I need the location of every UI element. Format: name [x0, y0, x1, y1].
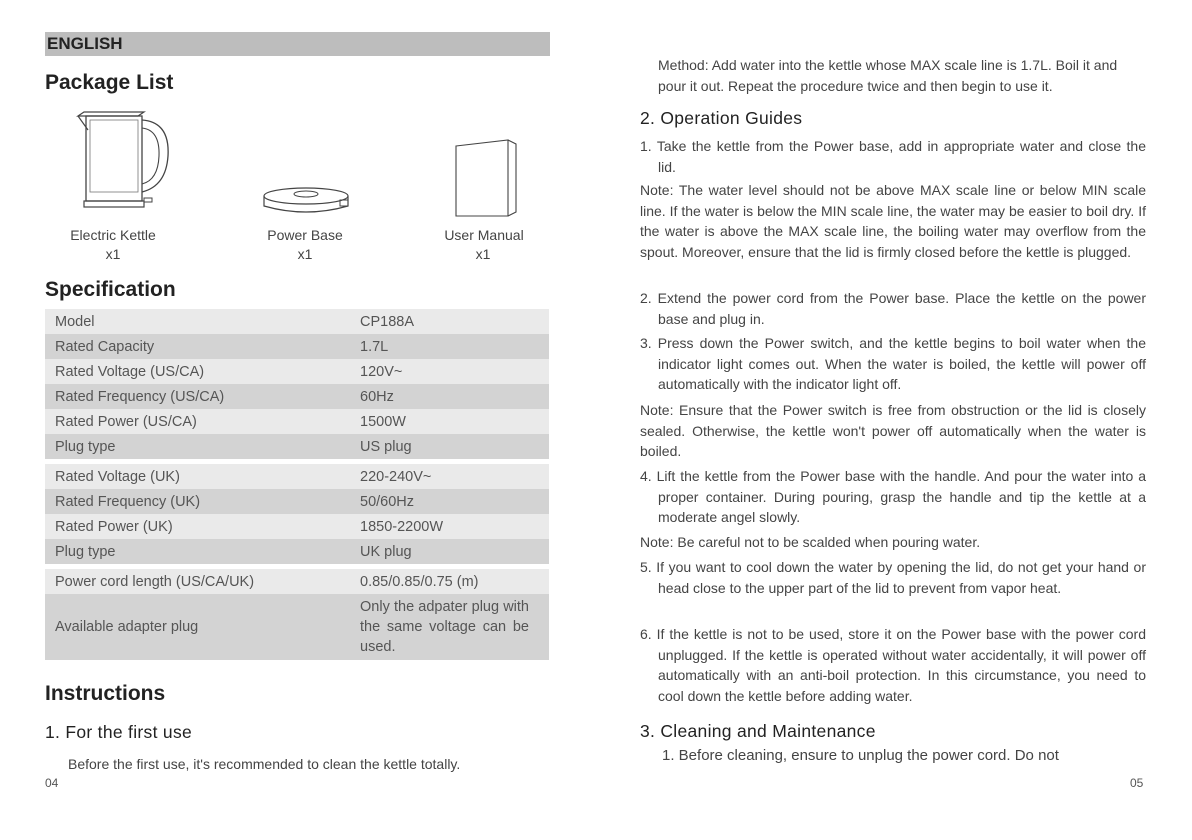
spec-row	[45, 539, 549, 564]
spec-value: 60Hz	[360, 388, 394, 405]
user-manual-icon	[452, 136, 522, 220]
method-text: Method: Add water into the kettle whose MAX scale line is 1.7L. Boil it and pour it out. Repeat the procedure twice and then begin to use it.	[658, 57, 1118, 94]
step-5: 5. If you want to cool down the water by opening the lid, do not get your hand or head close to the upper part of the lid to prevent from vapor heat.	[640, 559, 1146, 596]
spec-value: 0.85/0.85/0.75 (m)	[360, 573, 479, 590]
cleaning-title: 3. Cleaning and Maintenance	[640, 721, 876, 741]
spec-value: UK plug	[360, 543, 412, 560]
spec-row	[45, 434, 549, 459]
spec-value: 1850-2200W	[360, 518, 444, 535]
spec-value: 1500W	[360, 413, 406, 430]
note-3: Note: Be careful not to be scalded when pouring water.	[640, 534, 981, 550]
spec-key: Plug type	[55, 438, 116, 455]
specification-table	[45, 309, 549, 660]
spec-value: Only the adpater plug with the same voltage can be used.	[360, 599, 529, 655]
spec-row	[45, 464, 549, 489]
spec-value: CP188A	[360, 313, 415, 330]
spec-key: Rated Frequency (US/CA)	[55, 388, 225, 405]
electric-kettle-icon	[70, 106, 180, 216]
spec-key: Rated Capacity	[55, 338, 155, 355]
spec-value: 50/60Hz	[360, 493, 415, 510]
spec-key: Rated Voltage (US/CA)	[55, 363, 205, 380]
item-kettle-name: Electric Kettle	[70, 227, 156, 243]
spec-row	[45, 384, 549, 409]
spec-key: Available adapter plug	[55, 619, 199, 635]
operation-guides-title: 2. Operation Guides	[640, 108, 803, 128]
spec-key: Rated Frequency (UK)	[55, 493, 201, 510]
power-base-icon	[258, 182, 354, 218]
item-base-qty: x1	[297, 246, 313, 262]
spec-key: Model	[55, 313, 95, 330]
note-2: Note: Ensure that the Power switch is free from obstruction or the lid is closely sealed. Otherwise, the kettle won't power off automatically when the water is boiled.	[640, 402, 1146, 459]
first-use-title: 1. For the first use	[45, 722, 193, 742]
page-number-right: 05	[1130, 776, 1144, 790]
first-use-text: Before the first use, it's recommended to clean the kettle totally.	[68, 756, 461, 772]
spec-value: 220-240V~	[360, 468, 432, 485]
item-base-name: Power Base	[267, 227, 343, 243]
step-4: 4. Lift the kettle from the Power base with the handle. And pour the water into a proper container. During pouring, grasp the handle and tip the kettle at a moderate angel slowly.	[640, 468, 1146, 525]
page-number-left: 04	[45, 776, 59, 790]
spec-value: 120V~	[360, 363, 403, 380]
spec-row	[45, 514, 549, 539]
spec-key: Rated Voltage (UK)	[55, 468, 180, 485]
spec-value: US plug	[360, 438, 412, 455]
spec-key: Rated Power (US/CA)	[55, 413, 197, 430]
language-bar	[45, 32, 550, 56]
spec-row	[45, 334, 549, 359]
note-1: Note: The water level should not be above MAX scale line or below MIN scale line. If the water is below the MIN scale line, the water may be easier to boil dry. If the water is above the MAX scale line, the boiling water may overflow from the spout. Moreover, ensure that the lid is firmly closed before the kettle is plugged.	[640, 182, 1146, 260]
step-2: 2. Extend the power cord from the Power base. Place the kettle on the power base and plug in.	[640, 290, 1146, 327]
step-3: 3. Press down the Power switch, and the kettle begins to boil water when the indicator light comes out. When the water is boiled, the kettle will power off automatically with the indicator light off.	[640, 335, 1146, 392]
spec-row	[45, 359, 549, 384]
item-manual-name: User Manual	[444, 227, 524, 243]
spec-row	[45, 309, 549, 334]
cleaning-text: 1. Before cleaning, ensure to unplug the power cord. Do not	[662, 747, 1059, 764]
language-label: ENGLISH	[47, 34, 123, 53]
spec-key: Rated Power (UK)	[55, 518, 173, 535]
spec-value: 1.7L	[360, 338, 389, 355]
spec-key: Power cord length (US/CA/UK)	[55, 573, 255, 590]
spec-row	[45, 489, 549, 514]
package-list-title: Package List	[45, 71, 174, 94]
specification-title: Specification	[45, 278, 176, 301]
spec-row	[45, 569, 549, 594]
step-1: 1. Take the kettle from the Power base, add in appropriate water and close the lid.	[640, 138, 1146, 175]
spec-row	[45, 409, 549, 434]
instructions-title: Instructions	[45, 682, 166, 705]
item-manual-qty: x1	[475, 246, 491, 262]
spec-row	[45, 594, 549, 660]
step-6: 6. If the kettle is not to be used, store it on the Power base with the power cord unplugged. If the kettle is operated without water accidentally, it will power off automatically with an anti-boil protection. In this circumstance, you need to cool down the kettle before adding water.	[640, 626, 1146, 704]
item-kettle-qty: x1	[105, 246, 121, 262]
spec-key: Plug type	[55, 543, 116, 560]
